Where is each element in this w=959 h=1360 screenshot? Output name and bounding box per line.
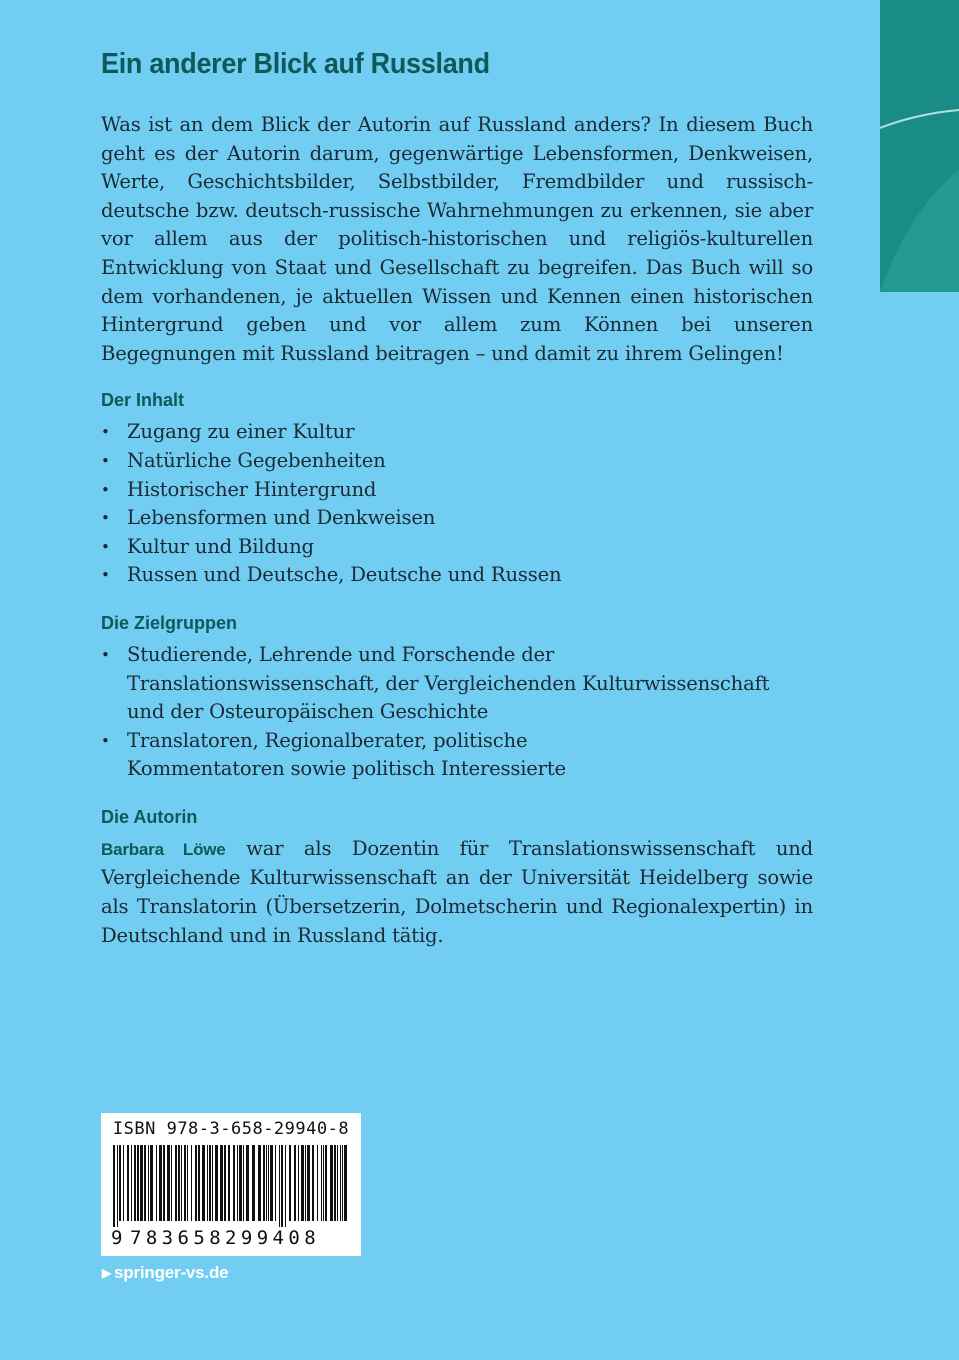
list-item: • Studierende, Lehrende und Forschende der Translationswissenschaft, der Vergleichenden Kulturwissenschaft und der Osteuropäischen Geschichte bbox=[101, 641, 791, 727]
inhalt-list bbox=[101, 418, 813, 590]
barcode-bar bbox=[334, 1145, 336, 1221]
barcode-bar bbox=[195, 1145, 197, 1221]
barcode-bar bbox=[279, 1145, 280, 1227]
barcode-bar bbox=[321, 1145, 322, 1221]
barcode-bar bbox=[325, 1145, 327, 1221]
barcode-bar bbox=[307, 1145, 310, 1221]
barcode-bar bbox=[127, 1145, 129, 1221]
barcode-bar bbox=[113, 1145, 115, 1227]
barcode-bar bbox=[281, 1145, 283, 1227]
barcode-bar bbox=[148, 1145, 149, 1221]
barcode-bar bbox=[330, 1145, 333, 1221]
barcode-bar bbox=[140, 1145, 143, 1221]
barcode-bar bbox=[134, 1145, 136, 1221]
barcode-bar bbox=[123, 1145, 124, 1221]
list-item: • Zugang zu einer Kultur bbox=[101, 418, 813, 447]
list-item: • Russen und Deutsche, Deutsche und Russen bbox=[101, 561, 813, 590]
publisher-website[interactable] bbox=[102, 1263, 228, 1283]
barcode-bar bbox=[263, 1145, 265, 1221]
barcode-bar bbox=[187, 1145, 188, 1221]
barcode-bar bbox=[198, 1145, 200, 1221]
barcode-bar bbox=[184, 1145, 186, 1221]
author-name: Barbara Löwe bbox=[101, 839, 226, 859]
barcode-bar bbox=[191, 1145, 192, 1221]
barcode-bar bbox=[340, 1145, 341, 1221]
zielgruppen-list bbox=[101, 641, 791, 784]
barcode-digits: 783658299408 bbox=[130, 1227, 321, 1249]
barcode-bar bbox=[270, 1145, 273, 1221]
barcode-bar bbox=[175, 1145, 177, 1221]
barcode-bar bbox=[294, 1145, 296, 1221]
barcode-bar bbox=[298, 1145, 299, 1221]
list-item: • Kultur und Bildung bbox=[101, 533, 813, 562]
barcode-bar bbox=[337, 1145, 338, 1221]
barcode-bar bbox=[207, 1145, 208, 1221]
barcode-bar bbox=[266, 1145, 267, 1221]
barcode-bar bbox=[258, 1145, 261, 1221]
barcode-bar bbox=[301, 1145, 304, 1221]
barcode-bar bbox=[137, 1145, 139, 1221]
barcode-bar bbox=[246, 1145, 249, 1221]
barcode-bar bbox=[237, 1145, 238, 1221]
barcode-bar bbox=[209, 1145, 211, 1221]
list-item: • Historischer Hintergrund bbox=[101, 476, 813, 505]
barcode-bar bbox=[305, 1145, 306, 1221]
barcode-bar bbox=[317, 1145, 318, 1221]
barcode-bar bbox=[119, 1145, 121, 1221]
decorative-corner-graphic bbox=[880, 0, 959, 292]
list-item: • Translatoren, Regionalberater, politische Kommentatoren sowie politisch Interessierte bbox=[101, 727, 667, 784]
barcode-bar bbox=[202, 1145, 205, 1221]
barcode-bar bbox=[181, 1145, 182, 1221]
author-bio bbox=[101, 835, 813, 950]
barcode-bar bbox=[144, 1145, 146, 1221]
list-item: • Lebensformen und Denkweisen bbox=[101, 504, 813, 533]
barcode-bar bbox=[117, 1145, 118, 1227]
barcode-bar bbox=[289, 1145, 291, 1221]
list-item: • Natürliche Gegebenheiten bbox=[101, 447, 813, 476]
barcode-bar bbox=[163, 1145, 165, 1221]
intro-paragraph: Was ist an dem Blick der Autorin auf Russland anders? In diesem Buch geht es der Autorin darum, gegenwärtige Lebensformen, Denkweisen, Werte, Geschichtsbilder, Selbstbilder, Fremdbilder und russisch-deutsche bzw. deutsch-russische Wahrnehmungen zu erkennen, sie aber vor allem aus der politisch-historischen und religiös-kulturellen Entwicklung von Staat und Gesellschaft zu begreifen. Das Buch will so dem vorhandenen, je aktuellen Wissen und Kennen einen historischen Hintergrund geben und vor allem zum Können bei unseren Begegnungen mit Russland beitragen – und damit zu ihrem Gelingen! bbox=[101, 113, 813, 365]
website-text: springer-vs.de bbox=[114, 1263, 229, 1282]
barcode-lead-digit: 9 bbox=[111, 1227, 123, 1249]
barcode-bar bbox=[167, 1145, 170, 1221]
barcode-bar bbox=[171, 1145, 172, 1221]
barcode-bar bbox=[252, 1145, 255, 1221]
barcode-bars bbox=[113, 1145, 349, 1227]
barcode-bar bbox=[342, 1145, 343, 1221]
barcode-bar bbox=[215, 1145, 218, 1221]
section-heading-autorin: Die Autorin bbox=[101, 806, 198, 827]
barcode-bar bbox=[150, 1145, 153, 1221]
barcode-bar bbox=[178, 1145, 180, 1221]
barcode-bar bbox=[220, 1145, 223, 1221]
barcode-bar bbox=[233, 1145, 235, 1221]
author-bio-text: war als Dozentin für Translationswissenschaft und Vergleichende Kulturwissenschaft an der Universität Heidelberg sowie als Translatorin (Übersetzerin, Dolmetscherin und Regionalexpertin) in Deutschland und in Russland tätig. bbox=[101, 836, 814, 947]
barcode-bar bbox=[323, 1145, 324, 1221]
isbn-label: ISBN 978-3-658-29940-8 bbox=[112, 1119, 350, 1139]
back-cover-text bbox=[101, 44, 813, 950]
play-arrow-icon: ▶ bbox=[102, 1266, 112, 1280]
section-heading-inhalt: Der Inhalt bbox=[101, 390, 185, 411]
barcode-bar bbox=[212, 1145, 213, 1221]
barcode-bar bbox=[159, 1145, 162, 1221]
book-title: Ein anderer Blick auf Russland bbox=[101, 48, 490, 80]
section-heading-zielgruppen: Die Zielgruppen bbox=[101, 612, 238, 633]
barcode-bar bbox=[275, 1145, 276, 1221]
barcode-bar bbox=[312, 1145, 314, 1221]
barcode-bar bbox=[268, 1145, 269, 1221]
barcode-bar bbox=[156, 1145, 157, 1221]
isbn-barcode bbox=[101, 1113, 361, 1256]
barcode-bar bbox=[344, 1145, 347, 1221]
barcode-bar bbox=[228, 1145, 230, 1221]
barcode-bar bbox=[243, 1145, 244, 1221]
barcode-bar bbox=[131, 1145, 132, 1221]
barcode-bar bbox=[285, 1145, 286, 1227]
barcode-bar bbox=[224, 1145, 226, 1221]
barcode-bar bbox=[239, 1145, 242, 1221]
